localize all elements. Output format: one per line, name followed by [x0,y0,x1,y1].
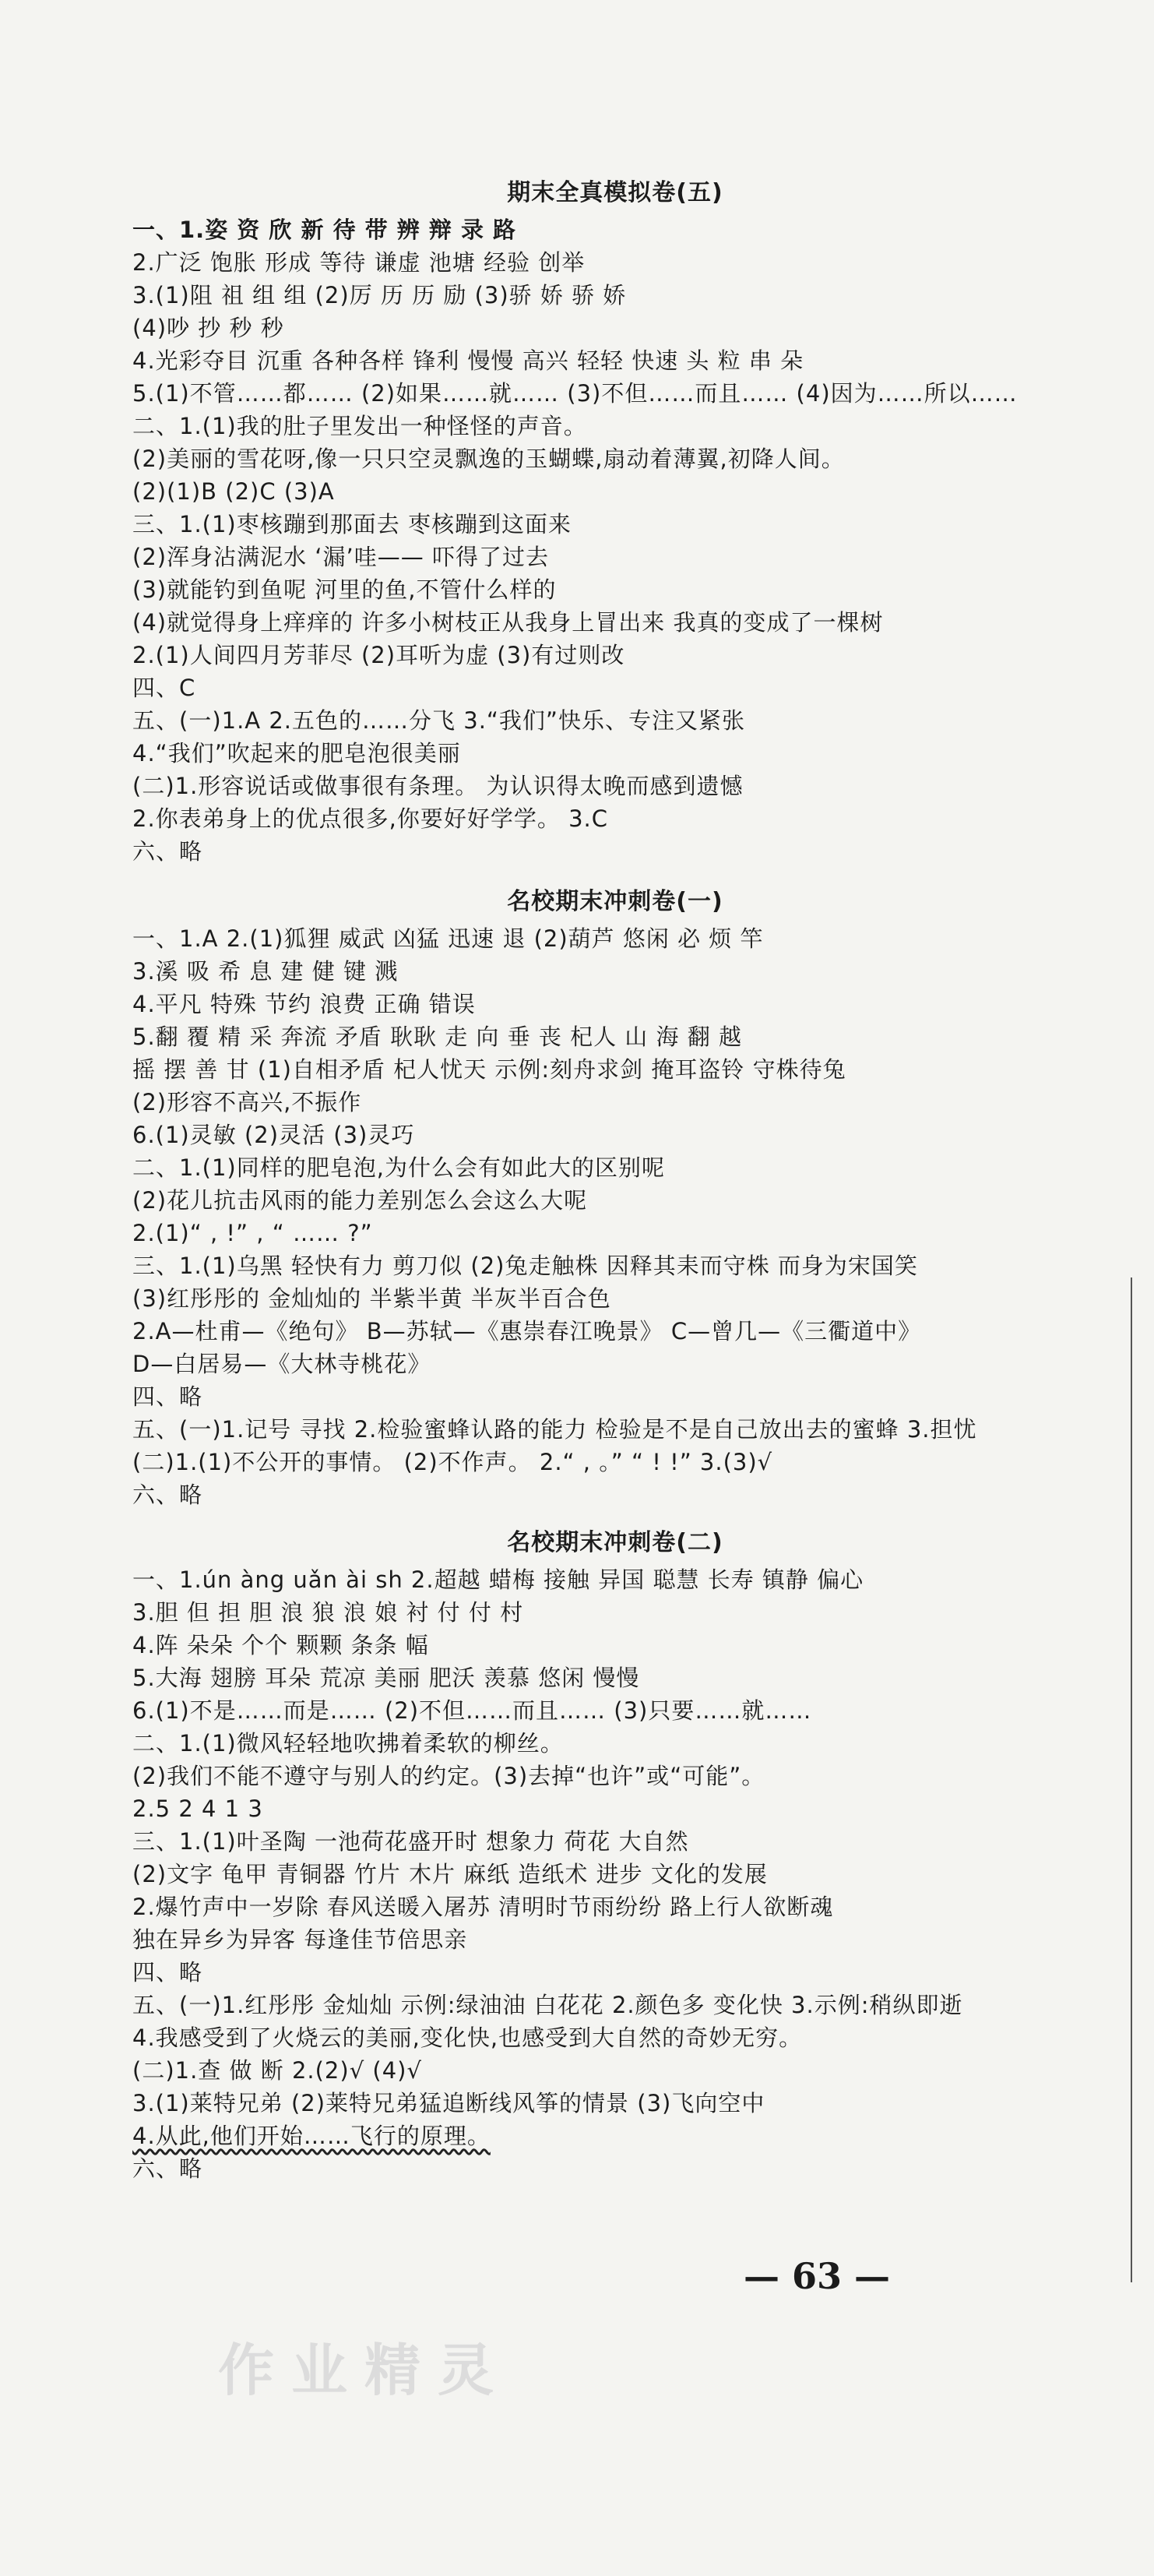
answer-line: 2.(1)“ , !” , “ …… ?” [132,1220,373,1246]
answer-line: 二、1.(1)同样的肥皂泡,为什么会有如此大的区别呢 [132,1154,665,1181]
section-title: 名校期末冲刺卷(二) [507,1529,723,1556]
answer-line: 5.大海 翅膀 耳朵 荒凉 美丽 肥沃 羡慕 悠闲 慢慢 [132,1665,640,1691]
answer-line: (二)1.查 做 断 2.(2)√ (4)√ [132,2057,422,2084]
answer-line: 3.(1)阻 祖 组 组 (2)厉 历 历 励 (3)骄 娇 骄 娇 [132,282,627,308]
answer-line: 3.(1)莱特兄弟 (2)莱特兄弟猛追断线风筝的情景 (3)飞向空中 [132,2090,765,2116]
answer-line: 一、1.A 2.(1)狐狸 威武 凶猛 迅速 退 (2)葫芦 悠闲 必 烦 竿 [132,925,764,952]
answer-line: 六、略 [132,1482,203,1508]
answer-line: D—白居易—《大林寺桃花》 [132,1351,431,1377]
answer-line: (3)就能钓到鱼呢 河里的鱼,不管什么样的 [132,576,557,603]
answer-line: 2.你表弟身上的优点很多,你要好好学学。 3.C [132,805,609,832]
answer-line: 4.“我们”吹起来的肥皂泡很美丽 [132,740,461,766]
section-mock-1 [132,882,1098,1511]
answer-line: 2.广泛 饱胀 形成 等待 谦虚 池塘 经验 创举 [132,249,586,276]
answer-line: (4)就觉得身上痒痒的 许多小树枝正从我身上冒出来 我真的变成了一棵树 [132,609,884,636]
answer-line: 4.平凡 特殊 节约 浪费 正确 错误 [132,991,476,1017]
section-mock-2 [132,1523,1098,2185]
watermark: 作业精灵 [218,2338,512,2403]
answer-line: 五、(一)1.A 2.五色的……分飞 3.“我们”快乐、专注又紧张 [132,707,745,734]
answer-line: 独在异乡为异客 每逢佳节倍思亲 [132,1926,468,1953]
section-title: 期末全真模拟卷(五) [507,179,723,206]
answer-line: (2)浑身沾满泥水 ‘漏’哇—— 吓得了过去 [132,544,549,570]
answer-line: 一、1.ún àng uǎn ài sh 2.超越 蜡梅 接触 异国 聪慧 长寿 镇静 偏心 [132,1566,864,1593]
answer-line: 三、1.(1)叶圣陶 一池荷花盛开时 想象力 荷花 大自然 [132,1828,689,1855]
answer-line: 2.A—杜甫—《绝句》 B—苏轼—《惠崇春江晚景》 C—曾几—《三衢道中》 [132,1318,922,1344]
answer-line: 4.我感受到了火烧云的美丽,变化快,也感受到大自然的奇妙无穷。 [132,2025,803,2051]
answer-line-underlined: 4.从此,他们开始……飞行的原理。 [132,2123,491,2149]
answer-line: 4.阵 朵朵 个个 颗颗 条条 幅 [132,1632,429,1658]
answer-line: (二)1.形容说话或做事很有条理。 为认识得太晚而感到遗憾 [132,773,744,799]
answer-line: 六、略 [132,2155,203,2182]
answer-line: 2.5 2 4 1 3 [132,1795,263,1822]
answer-line: 四、略 [132,1383,203,1410]
answer-line: 6.(1)不是……而是…… (2)不但……而且…… (3)只要……就…… [132,1697,812,1724]
answer-line: 五、(一)1.红彤彤 金灿灿 示例:绿油油 白花花 2.颜色多 变化快 3.示例:稍纵即逝 [132,1992,963,2018]
section-title: 名校期末冲刺卷(一) [507,888,723,915]
answer-line: (2)花儿抗击风雨的能力差别怎么会这么大呢 [132,1187,588,1214]
answer-line: 3.溪 吸 希 息 建 健 键 溅 [132,958,399,985]
answer-line: 四、C [132,675,196,701]
page-number: — 63 — [744,2255,891,2297]
answer-line: 4.光彩夺目 沉重 各种各样 锋利 慢慢 高兴 轻轻 快速 头 粒 串 朵 [132,347,804,374]
answer-line: (4)吵 抄 秒 秒 [132,315,284,341]
section-exam-5 [132,173,1098,868]
answer-line: 5.翻 覆 精 采 奔流 矛盾 耿耿 走 向 垂 丧 杞人 山 海 翻 越 [132,1024,742,1050]
answer-line: 六、略 [132,838,203,865]
answer-line: 2.爆竹声中一岁除 春风送暖入屠苏 清明时节雨纷纷 路上行人欲断魂 [132,1894,834,1920]
answer-line: (2)(1)B (2)C (3)A [132,478,335,505]
answer-line: (2)形容不高兴,不振作 [132,1089,362,1115]
answer-line: (3)红彤彤的 金灿灿的 半紫半黄 半灰半百合色 [132,1285,611,1312]
answer-line: 2.(1)人间四月芳菲尽 (2)耳听为虚 (3)有过则改 [132,642,625,668]
answer-line: (2)我们不能不遵守与别人的约定。(3)去掉“也许”或“可能”。 [132,1763,765,1789]
answer-line: 二、1.(1)微风轻轻地吹拂着柔软的柳丝。 [132,1730,564,1757]
answer-line: 5.(1)不管……都…… (2)如果……就…… (3)不但……而且…… (4)因为……所以…… [132,380,1018,407]
answer-line: 一、1.姿 资 欣 新 待 带 辨 辩 录 路 [132,217,517,243]
answer-line: (2)文字 龟甲 青铜器 竹片 木片 麻纸 造纸术 进步 文化的发展 [132,1861,768,1887]
answer-line: 四、略 [132,1959,203,1986]
answer-line: 3.胆 但 担 胆 浪 狼 浪 娘 衬 付 付 村 [132,1599,524,1626]
answer-line: 五、(一)1.记号 寻找 2.检验蜜蜂认路的能力 检验是不是自己放出去的蜜蜂 3.担忧 [132,1416,977,1443]
answer-line: 二、1.(1)我的肚子里发出一种怪怪的声音。 [132,413,587,439]
answer-line: (2)美丽的雪花呀,像一只只空灵飘逸的玉蝴蝶,扇动着薄翼,初降人间。 [132,446,845,472]
answer-line: 摇 摆 善 甘 (1)自相矛盾 杞人忧天 示例:刻舟求剑 掩耳盗铃 守株待兔 [132,1056,846,1083]
margin-rule [1131,1277,1132,2282]
answer-line: 6.(1)灵敏 (2)灵活 (3)灵巧 [132,1122,415,1148]
answer-line: 三、1.(1)枣核蹦到那面去 枣核蹦到这面来 [132,511,572,537]
answer-line: 三、1.(1)乌黑 轻快有力 剪刀似 (2)兔走触株 因释其耒而守株 而身为宋国笑 [132,1253,918,1279]
answer-line: (二)1.(1)不公开的事情。 (2)不作声。 2.“ , 。” “ ! !” 3.(3)√ [132,1449,773,1475]
